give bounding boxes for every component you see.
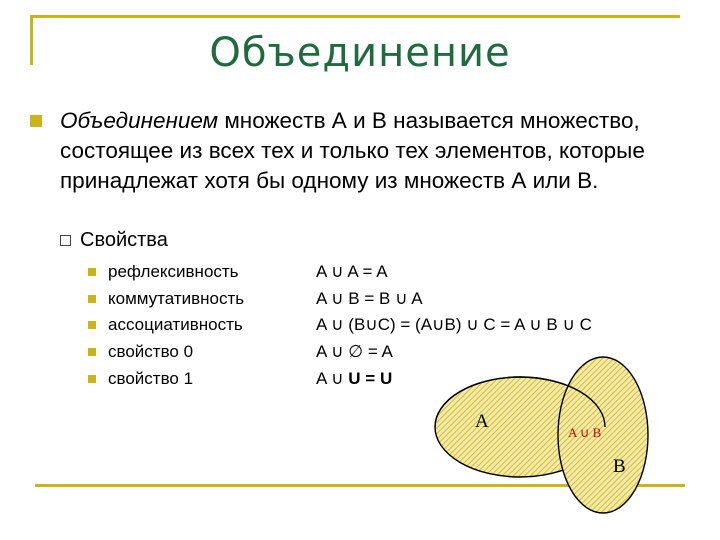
- property-name: свойство 1: [108, 369, 194, 388]
- bullet-square-icon: [30, 115, 42, 127]
- bullet-square-icon: [88, 375, 96, 383]
- hollow-square-bullet-icon: [60, 235, 71, 246]
- property-formula: A ∪ (B∪C) = (A∪B) ∪ C = A ∪ B ∪ C: [316, 315, 592, 334]
- property-formula: A ∪ B = B ∪ A: [316, 289, 423, 308]
- union-label: A ∪ B: [568, 425, 602, 440]
- property-name: ассоциативность: [108, 315, 243, 334]
- property-formula: A ∪ ∅ = A: [316, 342, 393, 361]
- property-row: [88, 315, 718, 341]
- slide-title: Объединение: [209, 30, 511, 76]
- property-name: свойство 0: [108, 342, 194, 361]
- definition-text: [60, 106, 710, 196]
- bullet-square-icon: [88, 295, 96, 303]
- frame-top-line: [30, 15, 680, 18]
- bullet-square-icon: [88, 268, 96, 276]
- property-name: коммутативность: [108, 289, 245, 308]
- property-formula: A ∪ A = A: [316, 262, 388, 281]
- venn-diagram: [430, 355, 660, 515]
- set-a-label: A: [475, 411, 489, 432]
- properties-heading: Свойства: [80, 229, 168, 251]
- definition-body: множеств А и В называется множество, состоящее из всех тех и только тех элементов, которые принадлежат хотя бы одному из множеств А или В.: [60, 108, 645, 193]
- bullet-square-icon: [88, 348, 96, 356]
- property-formula: A ∪ U = U: [316, 369, 393, 388]
- definition-term: Объединением: [60, 108, 219, 133]
- bullet-square-icon: [88, 321, 96, 329]
- property-row: [88, 262, 718, 288]
- property-row: [88, 289, 718, 315]
- set-b-label: B: [613, 456, 626, 477]
- property-name: рефлексивность: [108, 262, 239, 281]
